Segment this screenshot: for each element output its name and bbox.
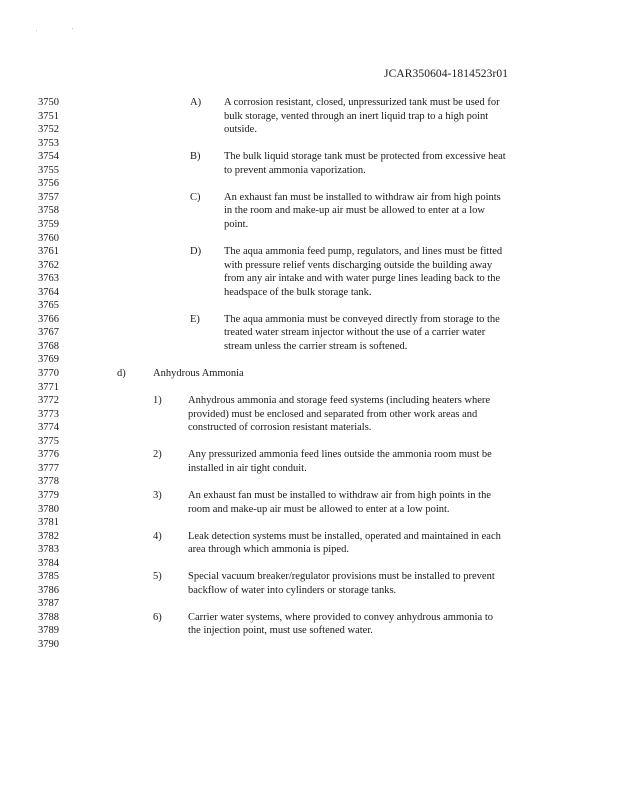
line-number: 3788 [38, 611, 59, 623]
line-number: 3789 [38, 625, 59, 637]
document-id: JCAR350604-1814523r01 [384, 68, 509, 80]
line-number: 3774 [38, 422, 59, 434]
line-number: 3763 [38, 273, 59, 285]
line-number: 3758 [38, 205, 59, 217]
item-text-line: backflow of water into cylinders or storage tanks. [188, 584, 397, 596]
line-number: 3768 [38, 340, 59, 352]
item-text-line: area through which ammonia is piped. [188, 544, 349, 556]
item-text-line: Carrier water systems, where provided to convey anhydrous ammonia to [188, 611, 493, 623]
line-number: 3776 [38, 449, 59, 461]
item-text-line: The aqua ammonia must be conveyed directly from storage to the [224, 313, 500, 325]
item-text-line: treated water stream injector without the use of a carrier water [224, 327, 486, 339]
line-number: 3778 [38, 476, 59, 488]
line-number: 3765 [38, 300, 59, 312]
item-text-line: in the room and make-up air must be allowed to enter at a low [224, 205, 485, 217]
line-number: 3771 [38, 381, 59, 393]
line-number: 3773 [38, 408, 59, 420]
item-text-line: installed in air tight conduit. [188, 462, 307, 474]
item-text-line: An exhaust fan must be installed to withdraw air from high points in the [188, 489, 491, 501]
line-number: 3750 [38, 97, 59, 108]
item-label: 1) [153, 395, 162, 407]
item-label: 3) [153, 489, 162, 501]
item-label: 2) [153, 449, 162, 461]
item-text-line: to prevent ammonia vaporization. [224, 164, 366, 176]
line-number: 3780 [38, 503, 59, 515]
item-text-line: headspace of the bulk storage tank. [224, 286, 372, 298]
section-title: Anhydrous Ammonia [153, 368, 244, 379]
item-text-line: point. [224, 218, 249, 230]
line-number: 3786 [38, 584, 59, 596]
line-number: 3761 [38, 246, 59, 258]
line-number: 3775 [38, 435, 59, 447]
item-text-line: Special vacuum breaker/regulator provisions must be installed to prevent [188, 571, 495, 583]
line-number: 3787 [38, 598, 59, 610]
item-text-line: Anhydrous ammonia and storage feed systems (including heaters where [188, 395, 491, 407]
line-number: 3755 [38, 164, 59, 176]
item-text-line: with pressure relief vents discharging outside the building away [224, 259, 493, 271]
item-text-line: bulk storage, vented through an inert liquid trap to a high point [224, 110, 489, 122]
item-label: E) [190, 313, 200, 325]
line-number: 3769 [38, 354, 59, 366]
line-number: 3777 [38, 462, 59, 474]
item-text-line: A corrosion resistant, closed, unpressurized tank must be used for [224, 97, 500, 108]
scan-speck: ' [72, 28, 74, 34]
item-text-line: The bulk liquid storage tank must be protected from excessive heat [224, 151, 506, 163]
line-number: 3767 [38, 327, 59, 339]
item-text-line: The aqua ammonia feed pump, regulators, and lines must be fitted [224, 246, 503, 258]
line-number: 3753 [38, 137, 59, 149]
item-text-line: constructed of corrosion resistant materials. [188, 422, 372, 434]
section-label: d) [117, 368, 126, 379]
line-number: 3782 [38, 530, 59, 542]
line-number: 3756 [38, 178, 59, 190]
item-text-line: the injection point, must use softened water. [188, 625, 373, 637]
item-text-line: room and make-up air must be allowed to enter at a low point. [188, 503, 450, 515]
line-number: 3790 [38, 639, 59, 650]
item-text-line: outside. [224, 124, 257, 136]
item-text-line: Any pressurized ammonia feed lines outside the ammonia room must be [188, 449, 492, 461]
line-number: 3754 [38, 151, 59, 163]
item-label: B) [190, 151, 201, 163]
line-number: 3764 [38, 286, 59, 298]
item-text-line: provided) must be enclosed and separated from other work areas and [188, 408, 478, 420]
item-label: A) [190, 97, 202, 108]
scan-speck: ' [36, 30, 38, 36]
line-number: 3762 [38, 259, 59, 271]
item-label: 6) [153, 611, 162, 623]
line-number: 3751 [38, 110, 59, 122]
line-number: 3783 [38, 544, 59, 556]
line-number: 3770 [38, 368, 59, 379]
item-label: C) [190, 191, 201, 203]
line-number: 3752 [38, 124, 59, 136]
line-number: 3779 [38, 489, 59, 501]
line-number: 3766 [38, 313, 59, 325]
item-text-line: from any air intake and with water purge lines leading back to the [224, 273, 501, 285]
line-number: 3772 [38, 395, 59, 407]
line-number: 3784 [38, 557, 59, 569]
item-label: D) [190, 246, 202, 258]
line-number: 3785 [38, 571, 59, 583]
item-text-line: stream unless the carrier stream is softened. [224, 340, 408, 352]
line-number: 3759 [38, 218, 59, 230]
item-text-line: Leak detection systems must be installed, operated and maintained in each [188, 530, 501, 542]
line-number: 3781 [38, 517, 59, 529]
line-number: 3757 [38, 191, 59, 203]
item-label: 5) [153, 571, 162, 583]
line-number: 3760 [38, 232, 59, 244]
item-label: 4) [153, 530, 162, 542]
item-text-line: An exhaust fan must be installed to withdraw air from high points [224, 191, 501, 203]
